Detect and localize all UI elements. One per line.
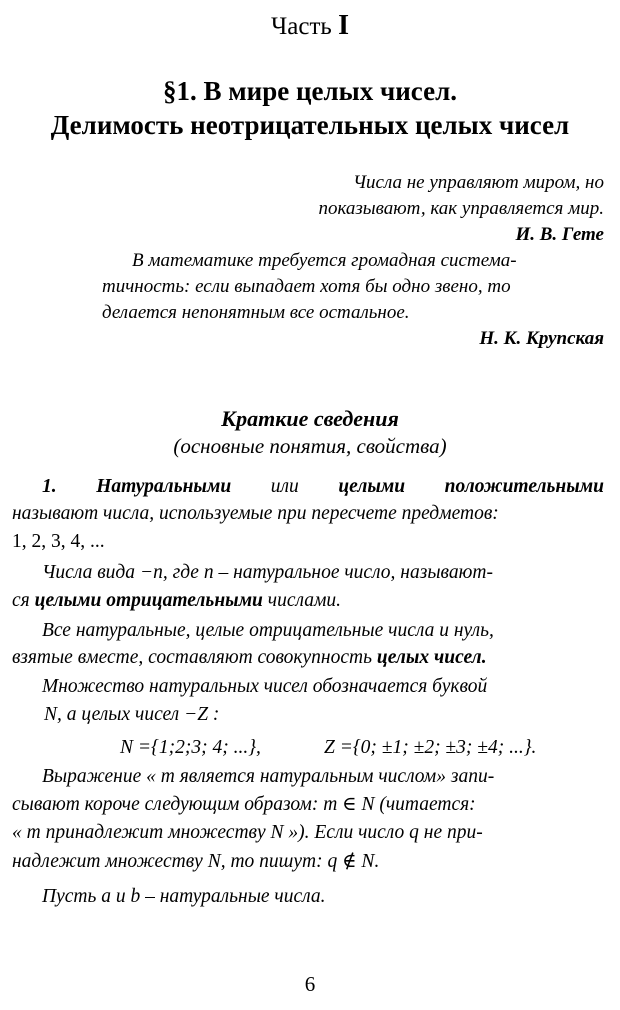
section-subtitle: (основные понятия, свойства) — [173, 434, 447, 458]
p4-set-n: N — [44, 704, 58, 725]
p2-text-numbers: числами. — [267, 590, 342, 611]
p1-term-whole: целыми — [338, 476, 406, 497]
page-number: 6 — [304, 972, 316, 996]
p5-text-a: сывают короче следующим образом: — [12, 794, 319, 815]
p5-set-n: N — [207, 851, 221, 872]
chapter-title-line2: Делимость неотрицательных целых чисел — [50, 110, 570, 140]
epigraph2-line3: делается непонятным все остальное. — [102, 302, 410, 323]
p1-line1 — [42, 474, 604, 500]
p4-text: , а целых чисел — [57, 704, 180, 725]
epigraph2-line1: В математике требуется громадная система- — [132, 250, 517, 271]
p5-text-e: , то пишут: — [220, 851, 323, 872]
chapter-title-line1: §1. В мире целых чисел. — [163, 76, 457, 106]
epigraph1-author: И. В. Гете — [515, 224, 604, 245]
p5-line3 — [12, 820, 604, 846]
p5-line4 — [12, 849, 604, 875]
p1-word-or: или — [270, 476, 299, 497]
p3-line1: Все натуральные, целые отрицательные числа и нуль, — [42, 620, 494, 641]
formula-natural-set: N ={1;2;3; 4; ...}, — [120, 737, 261, 758]
p2-text-sya: ся — [12, 590, 30, 611]
p5-var-q: q — [409, 822, 419, 843]
p2-line1 — [42, 560, 604, 586]
p5-expr-membership: m ∈ N — [323, 794, 375, 815]
p3-text: взятые вместе, составляют совокупность — [12, 647, 372, 668]
p1-number: 1. — [42, 476, 57, 497]
p2-text-e: – натуральное число, называют- — [218, 562, 493, 583]
p2-term-negative: целыми отрицательными — [34, 590, 263, 611]
p4-set-z: −Z : — [184, 704, 220, 725]
p5-line1: Выражение « m является натуральным числом» запи- — [42, 766, 495, 787]
p2-var-n: n — [203, 562, 214, 583]
p1-term-positive: положительными — [444, 476, 604, 497]
p5-text-b: « m принадлежит множеству N »). Если число — [12, 822, 405, 843]
p3-term-integers: целых чисел. — [376, 647, 487, 668]
p5-text-c: не при- — [423, 822, 483, 843]
section-title: Краткие сведения — [221, 406, 399, 431]
part-label: Часть — [271, 13, 332, 40]
p5-text-d: надлежит множеству — [12, 851, 203, 872]
p2-text-c: , где — [162, 562, 199, 583]
p1-line2: называют числа, используемые при пересчете предметов: — [12, 503, 499, 524]
p3-line2 — [12, 645, 604, 671]
p5-expr-not-member: q ∉ N. — [327, 851, 380, 872]
p4-line2 — [44, 702, 620, 728]
part-heading — [0, 10, 620, 42]
p5-text-reads: (читается: — [379, 794, 476, 815]
epigraph2-author: Н. К. Крупская — [479, 328, 604, 349]
p5-line2 — [12, 792, 604, 818]
formula-integer-set: Z ={0; ±1; ±2; ±3; ±4; ...}. — [324, 737, 537, 758]
epigraph1-line2: показывают, как управляется мир. — [318, 198, 604, 219]
p2-line2 — [12, 588, 604, 614]
part-numeral: I — [338, 10, 349, 41]
p2-text-a: Числа вида — [42, 562, 136, 583]
epigraph2-line2: тичность: если выпадает хотя бы одно звено, то — [102, 276, 511, 297]
p4-line1: Множество натуральных чисел обозначается буквой — [42, 676, 488, 697]
p2-expr-minus-n: −n — [139, 562, 163, 583]
p1-line3: 1, 2, 3, 4, ... — [12, 531, 105, 552]
p6-line1: Пусть a и b – натуральные числа. — [42, 886, 326, 907]
epigraph1-line1: Числа не управляют миром, но — [352, 172, 604, 193]
p1-term-natural: Натуральными — [96, 476, 232, 497]
